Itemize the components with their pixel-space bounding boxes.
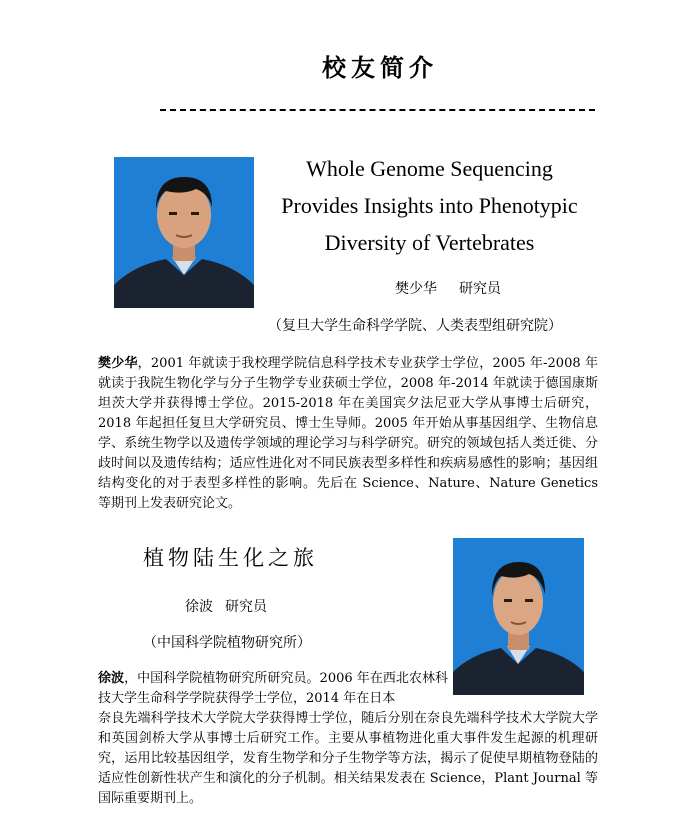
talk-1-title [262, 150, 597, 261]
speaker-1-photo [114, 157, 254, 308]
title-divider [160, 109, 595, 111]
speaker-1-role: 研究员 [459, 281, 501, 297]
portrait-2-image [453, 538, 584, 695]
speaker-2-bio-part-1 [98, 669, 448, 709]
speaker-2-line [185, 596, 267, 616]
speaker-2-bio-name: 徐波 [98, 671, 125, 686]
speaker-1-bio-text: ，2001 年就读于我校理学院信息科学技术专业获学士学位，2005 年-2008 年就读于我院生物化学与分子生物学专业获硕士学位，2008 年-2014 年就读于德国康斯坦茨大学并获得博士学位。2015-2018 年在美国宾夕法尼亚大学从事博士后研究，2018 年起担任复旦大学研究员、博士生导师。2005 年开始从事基因组学、生物信息学、系统生物学以及遗传学领域的理论学习与科学研究。研究的领域包括人类迁徙、分歧时间以及遗传结构；适应性进化对不同民族表型多样性和疾病易感性的影响；基因组结构变化的对于表型多样性的影响。先后在 Science、Nature、Nature Genetics 等期刊上发表研究论文。 [98, 356, 598, 511]
speaker-2-bio-part-2: 奈良先端科学技术大学院大学获得博士学位，随后分别在奈良先端科学技术大学院大学和英国剑桥大学从事博士后研究工作。主要从事植物进化重大事件发生起源的机理研究，运用比较基因组学，发育生物学和分子生物学等方法，揭示了促使早期植物登陆的适应性创新性状产生和演化的分子机制。相关结果发表在 Science，Plant Journal 等国际重要期刊上。 [98, 711, 598, 806]
speaker-1-bio [98, 354, 598, 514]
speaker-2-name: 徐波 [185, 599, 213, 615]
speaker-2-bio-text-a: ，中国科学院植物研究所研究员。2006 年在西北农林科技大学生命科学学院获得学士学位，2014 年在日本 [98, 671, 448, 706]
talk-2-title: 植物陆生化之旅 [143, 546, 318, 570]
speaker-2-role: 研究员 [225, 599, 267, 615]
speaker-2-photo [453, 538, 584, 695]
speaker-1-affiliation: （复旦大学生命科学学院、人类表型组研究院） [268, 318, 562, 334]
speaker-2-affiliation: （中国科学院植物研究所） [143, 635, 311, 651]
talk-1-title-line: Provides Insights into Phenotypic [281, 193, 578, 218]
speaker-1-bio-name: 樊少华 [98, 356, 138, 371]
page-title: 校友简介 [322, 53, 438, 82]
portrait-1-image [114, 157, 254, 308]
talk-1-title-line: Diversity of Vertebrates [324, 230, 535, 255]
speaker-1-name: 樊少华 [395, 281, 437, 297]
speaker-1-line [395, 278, 501, 298]
talk-1-title-line: Whole Genome Sequencing [306, 156, 553, 181]
